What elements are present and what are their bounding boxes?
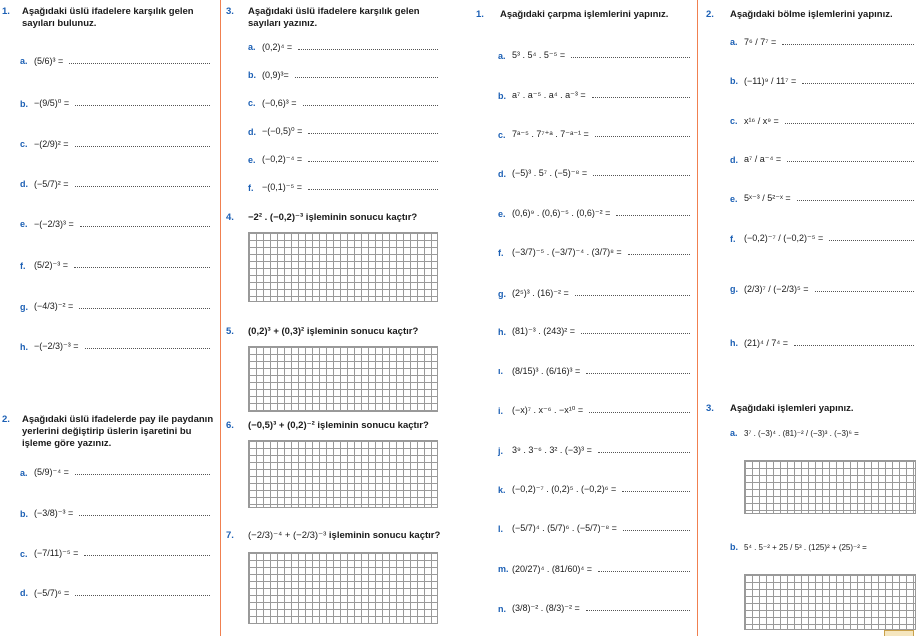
question-1-header: 1. Aşağıdaki çarpma işlemlerini yapınız. <box>476 9 669 20</box>
column-1 <box>0 0 218 636</box>
mult-item-g[interactable]: g. (2⁵)³ . (16)⁻² = <box>498 288 690 299</box>
mult-item-f[interactable]: f. (−3/7)⁻⁵ . (−3/7)⁻⁴ . (3/7)⁸ = <box>498 247 690 258</box>
div-item-h[interactable]: h. (21)⁴ / 7⁴ = <box>730 338 914 348</box>
mult-item-b[interactable]: b. a⁷ . a⁻⁵ . a⁴ . a⁻³ = <box>498 90 690 101</box>
ops-item-b[interactable]: b. 5⁴ . 5⁻² + 25 / 5³ . (125)² + (25)⁻² = <box>730 542 867 552</box>
column-2 <box>224 0 446 636</box>
answer-line[interactable] <box>75 105 210 106</box>
mult-item-h[interactable]: h. (81)⁻³ . (243)² = <box>498 326 690 337</box>
q1-item-h[interactable]: h. −(−2/3)⁻³ = <box>20 341 210 352</box>
question-2-header <box>2 414 214 450</box>
div-item-d[interactable]: d. a⁷ / a⁻⁴ = <box>730 154 914 165</box>
column-3 <box>474 0 696 636</box>
question-number: 3. <box>226 6 234 17</box>
answer-line[interactable] <box>79 515 210 516</box>
work-grid[interactable] <box>248 440 438 508</box>
answer-line[interactable] <box>298 49 438 50</box>
question-2-header: 2. Aşağıdaki bölme işlemlerini yapınız. <box>706 9 893 20</box>
work-grid[interactable] <box>248 232 438 302</box>
question-3-header: 3. Aşağıdaki işlemleri yapınız. <box>706 403 854 414</box>
answer-line[interactable] <box>308 161 438 162</box>
mult-item-j[interactable]: j. 3⁹ . 3⁻⁶ . 3² . (−3)³ = <box>498 445 690 456</box>
page-corner <box>884 630 914 636</box>
answer-line[interactable] <box>74 267 210 268</box>
div-item-e[interactable]: e. 5ˣ⁻³ / 5²⁻ˣ = <box>730 193 914 204</box>
q3-item-a[interactable]: a. (0,2)⁴ = <box>248 42 438 52</box>
question-1-header <box>2 6 214 30</box>
question-4-header: 4. −2² . (−0,2)⁻³ işleminin sonucu kaçtır? <box>226 212 418 223</box>
work-grid[interactable] <box>744 574 916 630</box>
q1-item-e[interactable]: e. −(−2/3)³ = <box>20 219 210 229</box>
q1-item-g[interactable]: g. (−4/3)⁻² = <box>20 301 210 312</box>
work-grid[interactable] <box>744 460 916 514</box>
q2-item-c[interactable]: c. (−7/11)⁻⁵ = <box>20 548 210 559</box>
div-item-f[interactable]: f. (−0,2)⁻⁷ / (−0,2)⁻⁵ = <box>730 233 914 244</box>
q2-item-b[interactable]: b. (−3/8)⁻³ = <box>20 508 210 519</box>
question-title: Aşağıdaki üslü ifadelere karşılık gelen sayıları bulunuz. <box>22 6 194 29</box>
column-4 <box>702 0 916 636</box>
mult-item-n[interactable]: n. (3/8)⁻² . (8/3)⁻² = <box>498 603 690 614</box>
div-item-c[interactable]: c. x¹⁶ / x⁹ = <box>730 116 914 126</box>
mult-item-i[interactable]: i. (−x)⁷ . x⁻⁶ . −x¹⁰ = <box>498 405 690 416</box>
answer-line[interactable] <box>79 308 210 309</box>
mult-item-a[interactable]: a. 5³ . 5⁴ . 5⁻⁵ = <box>498 50 690 61</box>
q2-item-a[interactable]: a. (5/9)⁻⁴ = <box>20 467 210 478</box>
mult-item-m[interactable]: m. (20/27)⁴ . (81/60)⁴ = <box>498 564 690 574</box>
q3-item-f[interactable]: f. −(0,1)⁻⁵ = <box>248 182 438 193</box>
ops-item-a[interactable]: a. 3⁷ . (−3)⁴ . (81)⁻² / (−3)³ . (−3)⁶ = <box>730 428 859 438</box>
answer-line[interactable] <box>85 348 210 349</box>
div-item-g[interactable]: g. (2/3)⁷ / (−2/3)⁵ = <box>730 284 914 294</box>
answer-line[interactable] <box>75 146 210 147</box>
column-divider <box>220 0 221 636</box>
question-title: Aşağıdaki üslü ifadelerde pay ile paydanın yerlerini değiştirip üslerin işaretini bu işleme göre yazınız. <box>22 414 214 449</box>
answer-line[interactable] <box>295 77 438 78</box>
q3-item-b[interactable]: b. (0,9)³= <box>248 70 438 80</box>
mult-item-k[interactable]: k. (−0,2)⁻⁷ . (0,2)⁵ . (−0,2)⁶ = <box>498 484 690 495</box>
work-grid[interactable] <box>248 346 438 412</box>
q1-item-d[interactable]: d. (−5/7)² = <box>20 179 210 189</box>
question-7-header: 7. (−2/3)⁻⁴ + (−2/3)⁻³ işleminin sonucu kaçtır? <box>226 530 441 541</box>
question-number: 2. <box>2 414 10 425</box>
question-title: Aşağıdaki üslü ifadelere karşılık gelen sayıları yazınız. <box>248 6 420 29</box>
answer-line[interactable] <box>75 595 210 596</box>
q1-item-a[interactable]: a. (5/6)³ = <box>20 56 210 66</box>
mult-item-e[interactable]: e. (0,6)⁹ . (0,6)⁻⁵ . (0,6)⁻² = <box>498 208 690 219</box>
answer-line[interactable] <box>303 105 438 106</box>
answer-line[interactable] <box>69 63 210 64</box>
mult-item-c[interactable]: c. 7ᵃ⁻⁵ . 7⁷⁺ᵃ . 7⁻ᵃ⁻¹ = <box>498 129 690 140</box>
mult-item-i-dotless[interactable]: ı. (8/15)³ . (6/16)³ = <box>498 366 690 376</box>
answer-line[interactable] <box>75 186 210 187</box>
answer-line[interactable] <box>80 226 210 227</box>
question-number: 1. <box>2 6 10 17</box>
answer-line[interactable] <box>75 474 210 475</box>
question-5-header: 5. (0,2)³ + (0,3)² işleminin sonucu kaçtır? <box>226 326 419 337</box>
q2-item-d[interactable]: d. (−5/7)⁶ = <box>20 588 210 598</box>
question-3-header <box>226 6 441 30</box>
div-item-b[interactable]: b. (−11)⁹ / 11⁷ = <box>730 76 914 86</box>
q1-item-c[interactable]: c. −(2/9)² = <box>20 139 210 149</box>
div-item-a[interactable]: a. 7⁶ / 7⁷ = <box>730 37 914 47</box>
mult-item-l[interactable]: l. (−5/7)⁴ . (5/7)⁶ . (−5/7)⁻⁸ = <box>498 523 690 534</box>
q1-item-f[interactable]: f. (5/2)⁻³ = <box>20 260 210 271</box>
work-grid[interactable] <box>248 552 438 624</box>
question-6-header: 6. (−0,5)³ + (0,2)⁻² işleminin sonucu kaçtır? <box>226 420 429 431</box>
answer-line[interactable] <box>308 189 438 190</box>
q3-item-d[interactable]: d. −(−0,5)⁰ = <box>248 126 438 137</box>
column-divider <box>697 0 698 636</box>
answer-line[interactable] <box>308 133 438 134</box>
q3-item-c[interactable]: c. (−0,6)³ = <box>248 98 438 108</box>
q1-item-b[interactable]: b. −(9/5)⁰ = <box>20 98 210 109</box>
q3-item-e[interactable]: e. (−0,2)⁻⁴ = <box>248 154 438 165</box>
mult-item-d[interactable]: d. (−5)³ . 5⁷ . (−5)⁻⁸ = <box>498 168 690 179</box>
answer-line[interactable] <box>84 555 210 556</box>
